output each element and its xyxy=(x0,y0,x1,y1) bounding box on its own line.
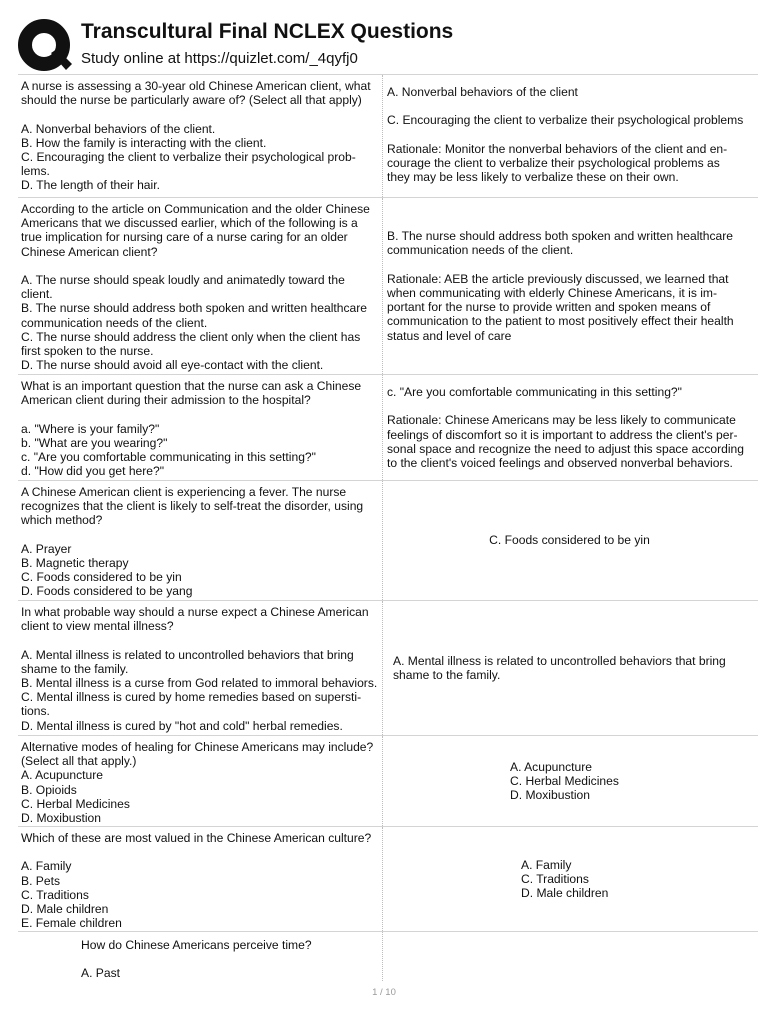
quizlet-logo-icon xyxy=(18,18,72,72)
page-title: Transcultural Final NCLEX Questions xyxy=(81,20,454,43)
page-header xyxy=(18,14,758,74)
card-row xyxy=(18,826,758,931)
card-question: How do Chinese Americans perceive time? A. Past xyxy=(18,932,383,981)
card-question: According to the article on Communication and the older Chinese Americans that we discussed earlier, which of the following is a true implication for nursing care of a nurse caring for an older Chinese American client? A. The nurse should speak loudly and animatedly toward the client. B. The nurse should address both spoken and written healthcare communication needs of the client. C. The nurse should address the client only when the client has first spoken to the nurse. D. The nurse should avoid all eye-contact with the client. xyxy=(18,198,383,374)
card-row xyxy=(18,74,758,197)
card-question: A Chinese American client is experiencing a fever. The nurse recognizes that the client is likely to self-treat the disorder, using which method? A. Prayer B. Magnetic therapy C. Foods considered to be yin D. Foods considered to be yang xyxy=(18,481,383,600)
card-question: A nurse is assessing a 30-year old Chinese American client, what should the nurse be particularly aware of? (Select all that apply) A. Nonverbal behaviors of the client. B. How the family is interacting with the client. C. Encouraging the client to verbalize their psychological prob- lems. D. The length of their hair. xyxy=(18,75,383,197)
card-row xyxy=(18,735,758,826)
card-question: What is an important question that the nurse can ask a Chinese American client during their admission to the hospital? a. "Where is your family?" b. "What are you wearing?" c. "Are you comfortable communicating in this setting?" d. "How did you get here?" xyxy=(18,375,383,480)
card-answer xyxy=(383,827,758,931)
card-answer: C. Foods considered to be yin xyxy=(489,533,650,548)
card-row xyxy=(18,931,758,981)
card-answer: B. The nurse should address both spoken and written healthcare communication needs of the client. Rationale: AEB the article previously discussed, we learned that when communicating with elderly Chinese Americans, it is im- portant for the nurse to provide written and spoken means of communication to the patient to most positively effect their health status and level of care xyxy=(387,229,734,343)
card-row xyxy=(18,197,758,374)
card-answer: A. Nonverbal behaviors of the client C. Encouraging the client to verbalize their psychological problems Rationale: Monitor the nonverbal behaviors of the client and en- courage the client to verbalize their psychological problems as they may be less likely to verbalize these on their own. xyxy=(387,85,744,185)
flashcard-table xyxy=(18,74,758,981)
card-answer-text: A. Family C. Traditions D. Male children xyxy=(521,857,609,901)
card-question: In what probable way should a nurse expect a Chinese American client to view mental illness? A. Mental illness is related to uncontrolled behaviors that bring shame to the family. B. Mental illness is a curse from God related to immoral behaviors. C. Mental illness is cured by home remedies based on supersti- tions. D. Mental illness is cured by "hot and cold" herbal remedies. xyxy=(18,601,383,735)
card-row xyxy=(18,480,758,600)
card-answer: c. "Are you comfortable communicating in this setting?" Rationale: Chinese Americans may be less likely to communicate feelings of discomfort so it is important to address the client's per- sonal space and recognize the need to adjust this space according to the client's voiced feelings and observed nonverbal behaviors. xyxy=(387,384,745,470)
study-link[interactable]: Study online at https://quizlet.com/_4qyfj0 xyxy=(81,50,358,67)
card-row xyxy=(18,374,758,480)
card-question: Which of these are most valued in the Chinese American culture? A. Family B. Pets C. Traditions D. Male children E. Female children xyxy=(18,827,383,931)
card-answer-text: A. Acupuncture C. Herbal Medicines D. Moxibustion xyxy=(510,759,619,803)
card-answer xyxy=(383,736,758,826)
page-indicator: 1 / 10 xyxy=(372,987,396,998)
card-question: Alternative modes of healing for Chinese Americans may include? (Select all that apply.) A. Acupuncture B. Opioids C. Herbal Medicines D. Moxibustion xyxy=(18,736,383,826)
card-row xyxy=(18,600,758,735)
card-answer: A. Mental illness is related to uncontrolled behaviors that bring shame to the family. xyxy=(393,653,726,682)
card-answer xyxy=(383,932,758,981)
